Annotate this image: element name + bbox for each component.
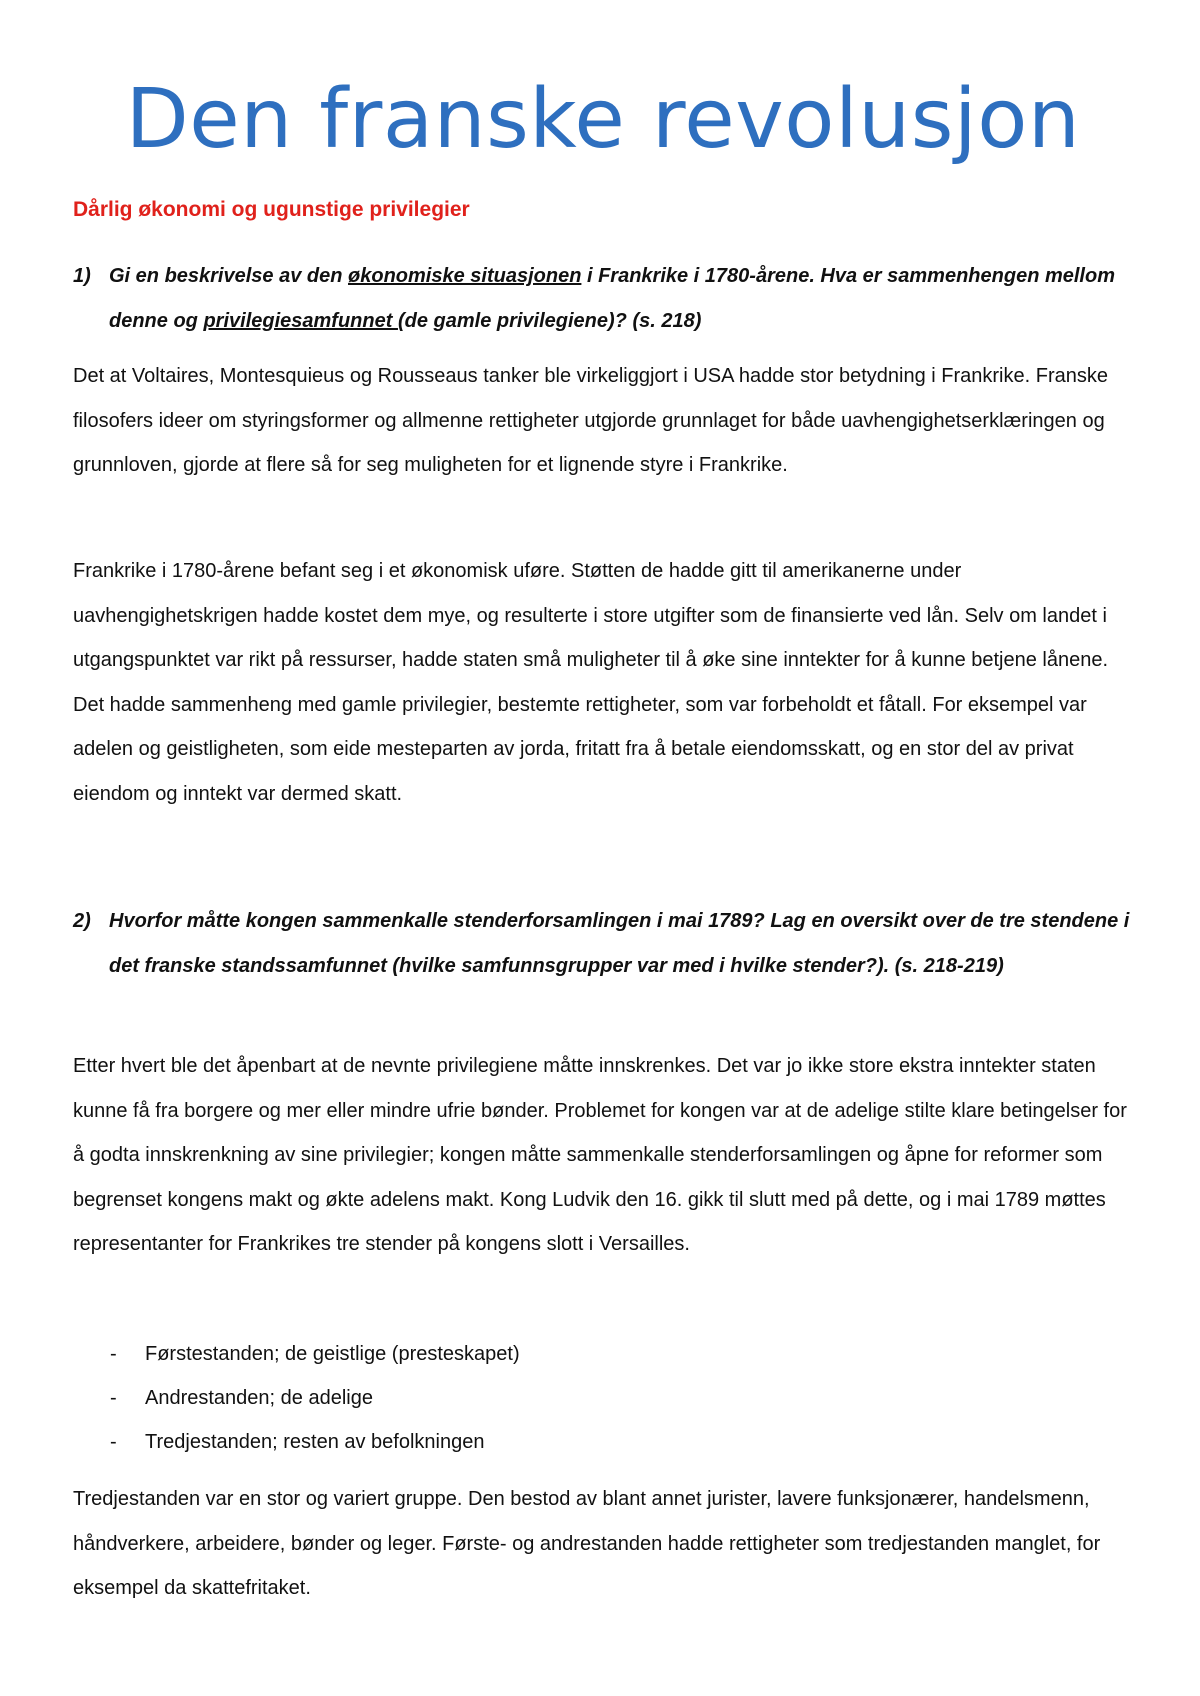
list-dash: - xyxy=(110,1343,117,1365)
question-1-number: 1) xyxy=(73,265,91,287)
list-item: - Tredjestanden; resten av befolkningen xyxy=(73,1420,520,1464)
question-2 xyxy=(73,899,1133,988)
section-heading: Dårlig økonomi og ugunstige privilegier xyxy=(73,198,470,221)
question-1-text: Gi en beskrivelse av den økonomiske situasjonen i Frankrike i 1780-årene. Hva er sammenhengen mellom denne og privilegiesamfunnet (de gamle privilegiene)? (s. 218) xyxy=(109,265,1115,332)
document-title: Den franske revolusjon xyxy=(125,72,1081,167)
question-2-number: 2) xyxy=(73,910,91,932)
question-2-text: Hvorfor måtte kongen sammenkalle stenderforsamlingen i mai 1789? Lag en oversikt over de tre stendene i det franske standssamfunnet (hvilke samfunnsgrupper var med i hvilke stender?). (s. 218-219) xyxy=(109,910,1130,977)
estates-list xyxy=(73,1332,520,1464)
underlined-term-privilege-society: privilegiesamfunnet xyxy=(203,309,398,332)
answer-2-paragraph-2: Tredjestanden var en stor og variert gruppe. Den bestod av blant annet jurister, lavere funksjonærer, handelsmenn, håndverkere, arbeidere, bønder og leger. Første- og andrestanden hadde rettigheter som tredjestanden manglet, for eksempel da skattefritaket. xyxy=(73,1488,1101,1599)
list-item: - Førstestanden; de geistlige (presteskapet) xyxy=(73,1332,520,1376)
answer-2-paragraph-1: Etter hvert ble det åpenbart at de nevnte privilegiene måtte innskrenkes. Det var jo ikke store ekstra inntekter staten kunne få fra borgere og mer eller mindre ufrie bønder. Problemet for kongen var at de adelige stilte klare betingelser for å godta innskrenkning av sine privilegier; kongen måtte sammenkalle stenderforsamlingen og åpne for reformer som begrenset kongens makt og økte adelens makt. Kong Ludvik den 16. gikk til slutt med på dette, og i mai 1789 møttes representanter for Frankrikes tre stender på kongens slott i Versailles. xyxy=(73,1055,1127,1255)
underlined-term-economic-situation: økonomiske situasjonen xyxy=(348,265,582,287)
list-dash: - xyxy=(110,1387,117,1409)
answer-1-paragraph-2: Frankrike i 1780-årene befant seg i et økonomisk uføre. Støtten de hadde gitt til amerikanerne under uavhengighetskrigen hadde kostet dem mye, og resulterte i store utgifter som de finansierte ved lån. Selv om landet i utgangspunktet var rikt på ressurser, hadde staten små muligheter til å øke sine inntekter for å kunne betjene lånene. Det hadde sammenheng med gamle privilegier, bestemte rettigheter, som var forbeholdt et fåtall. For eksempel var adelen og geistligheten, som eide mesteparten av jorda, fritatt fra å betale eiendomsskatt, og en stor del av privat eiendom og inntekt var dermed skatt. xyxy=(73,560,1109,805)
list-item: - Andrestanden; de adelige xyxy=(73,1376,520,1420)
question-1 xyxy=(73,254,1133,343)
list-dash: - xyxy=(110,1431,117,1453)
answer-1-paragraph-1: Det at Voltaires, Montesquieus og Rousseaus tanker ble virkeliggjort i USA hadde stor betydning i Frankrike. Franske filosofers ideer om styringsformer og allmenne rettigheter utgjorde grunnlaget for både uavhengighetserklæringen og grunnloven, gjorde at flere så for seg muligheten for et lignende styre i Frankrike. xyxy=(73,365,1108,476)
